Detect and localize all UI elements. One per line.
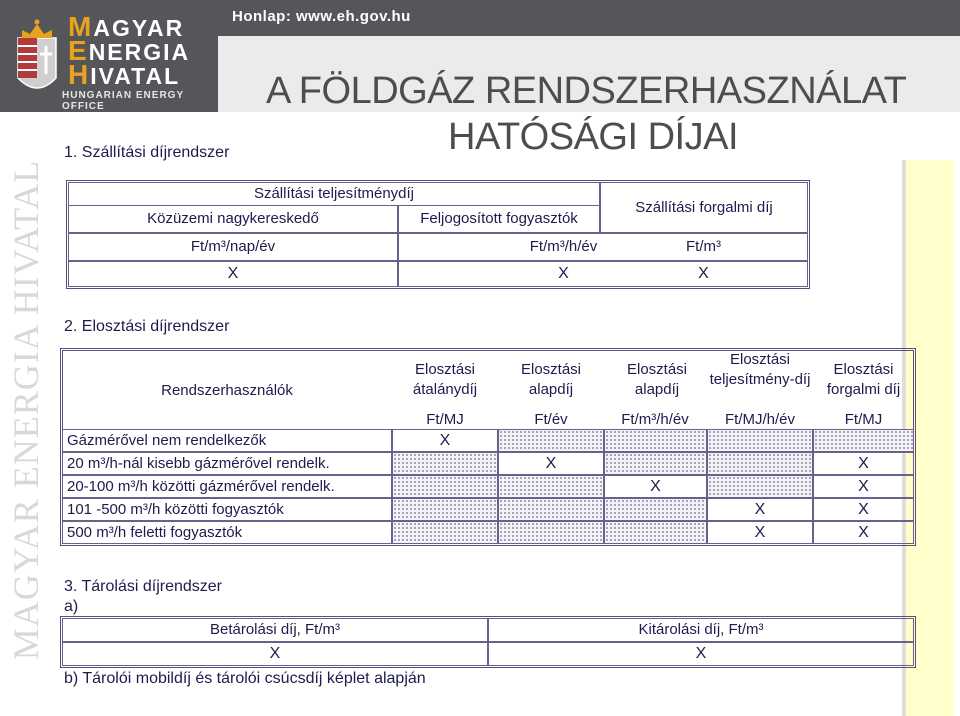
unit-cell-1: Ft/m³/nap/év xyxy=(68,233,398,261)
empty-hatched-cell xyxy=(498,498,604,521)
empty-hatched-cell xyxy=(604,452,707,475)
page-title-line1: A FÖLDGÁZ RENDSZERHASZNÁLAT xyxy=(266,70,907,112)
empty-hatched-cell xyxy=(498,429,604,452)
col-unit-base-fee-year: Ft/év xyxy=(534,411,568,428)
col-unit-flat-fee: Ft/MJ xyxy=(426,411,464,428)
x-mark-cell: X xyxy=(813,521,914,544)
unit-cell-2: Ft/m³/h/év xyxy=(398,233,728,261)
eligible-consumers-header: Feljogosított fogyasztók xyxy=(398,205,600,233)
section3-sub-b: b) Tárolói mobildíj és tárolói csúcsdíj képlet alapján xyxy=(64,670,426,687)
empty-hatched-cell xyxy=(707,475,813,498)
withdrawal-fee-mark: X xyxy=(488,642,914,666)
empty-hatched-cell xyxy=(392,475,498,498)
row-label: 500 m³/h feletti fogyasztók xyxy=(62,521,392,544)
x-mark-3: X xyxy=(600,261,808,287)
x-mark-cell: X xyxy=(813,452,914,475)
col-unit-base-fee-m3: Ft/m³/h/év xyxy=(621,411,689,428)
withdrawal-fee-header: Kitárolási díj, Ft/m³ xyxy=(488,618,914,642)
logo-text-magyar: MAGYAR xyxy=(68,11,185,42)
row-label: 20 m³/h-nál kisebb gázmérővel rendelk. xyxy=(62,452,392,475)
logo-text-energia: ENERGIA xyxy=(68,35,191,66)
logo-english-text: HUNGARIAN ENERGY OFFICE xyxy=(62,90,184,112)
empty-hatched-cell xyxy=(707,429,813,452)
injection-fee-header: Betárolási díj, Ft/m³ xyxy=(62,618,488,642)
capacity-fee-header: Szállítási teljesítménydíj xyxy=(68,182,600,205)
empty-hatched-cell xyxy=(813,429,914,452)
injection-fee-mark: X xyxy=(62,642,488,666)
unit-cell-3: Ft/m³ xyxy=(600,233,808,261)
col-header-flat-fee: Elosztási átalánydíj xyxy=(412,361,478,398)
col-header-base-fee-year: Elosztási alapdíj xyxy=(520,361,582,398)
distribution-fee-table-body xyxy=(62,350,914,544)
sidebar-watermark-text: MAGYAR ENERGIA HIVATAL xyxy=(6,159,46,661)
empty-hatched-cell xyxy=(498,521,604,544)
commodity-fee-header: Szállítási forgalmi díj xyxy=(600,182,808,233)
x-mark-cell: X xyxy=(604,475,707,498)
storage-fee-table-body xyxy=(62,618,914,666)
section3-sub-a: a) xyxy=(64,598,79,615)
x-mark-cell: X xyxy=(813,498,914,521)
row-label: 101 -500 m³/h közötti fogyasztók xyxy=(62,498,392,521)
logo-text-hivatal: HIVATAL xyxy=(68,59,181,90)
empty-hatched-cell xyxy=(392,521,498,544)
col-unit-commodity-fee: Ft/MJ xyxy=(844,411,883,428)
empty-hatched-cell xyxy=(604,498,707,521)
system-users-header: Rendszerhasználók xyxy=(161,382,293,399)
page-title-line2: HATÓSÁGI DÍJAI xyxy=(448,116,739,158)
logo-panel xyxy=(0,0,218,112)
empty-hatched-cell xyxy=(604,429,707,452)
empty-hatched-cell xyxy=(392,498,498,521)
section2-label: 2. Elosztási díjrendszer xyxy=(64,318,230,335)
wholesale-header: Közüzemi nagykereskedő xyxy=(68,205,398,233)
website-link[interactable]: Honlap: www.eh.gov.hu xyxy=(232,8,411,25)
x-mark-1: X xyxy=(68,261,398,287)
col-header-base-fee-m3: Elosztási alapdíj xyxy=(626,361,688,398)
empty-hatched-cell xyxy=(707,452,813,475)
empty-hatched-cell xyxy=(392,452,498,475)
section3-label: 3. Tárolási díjrendszer xyxy=(64,578,222,595)
col-unit-capacity-fee: Ft/MJ/h/év xyxy=(724,411,795,428)
empty-hatched-cell xyxy=(604,521,707,544)
x-mark-cell: X xyxy=(707,498,813,521)
empty-hatched-cell xyxy=(498,475,604,498)
section1-label: 1. Szállítási díjrendszer xyxy=(64,144,230,161)
x-mark-cell: X xyxy=(392,429,498,452)
row-label: Gázmérővel nem rendelkezők xyxy=(62,429,392,452)
x-mark-cell: X xyxy=(498,452,604,475)
row-label: 20-100 m³/h közötti gázmérővel rendelk. xyxy=(62,475,392,498)
x-mark-cell: X xyxy=(813,475,914,498)
col-header-capacity-fee: Elosztási teljesítmény-díj xyxy=(709,351,811,388)
transport-fee-table-body xyxy=(68,182,808,287)
coat-of-arms-icon xyxy=(14,18,60,102)
x-mark-2: X xyxy=(398,261,728,287)
col-header-commodity-fee: Elosztási forgalmi díj xyxy=(826,361,901,398)
x-mark-cell: X xyxy=(707,521,813,544)
